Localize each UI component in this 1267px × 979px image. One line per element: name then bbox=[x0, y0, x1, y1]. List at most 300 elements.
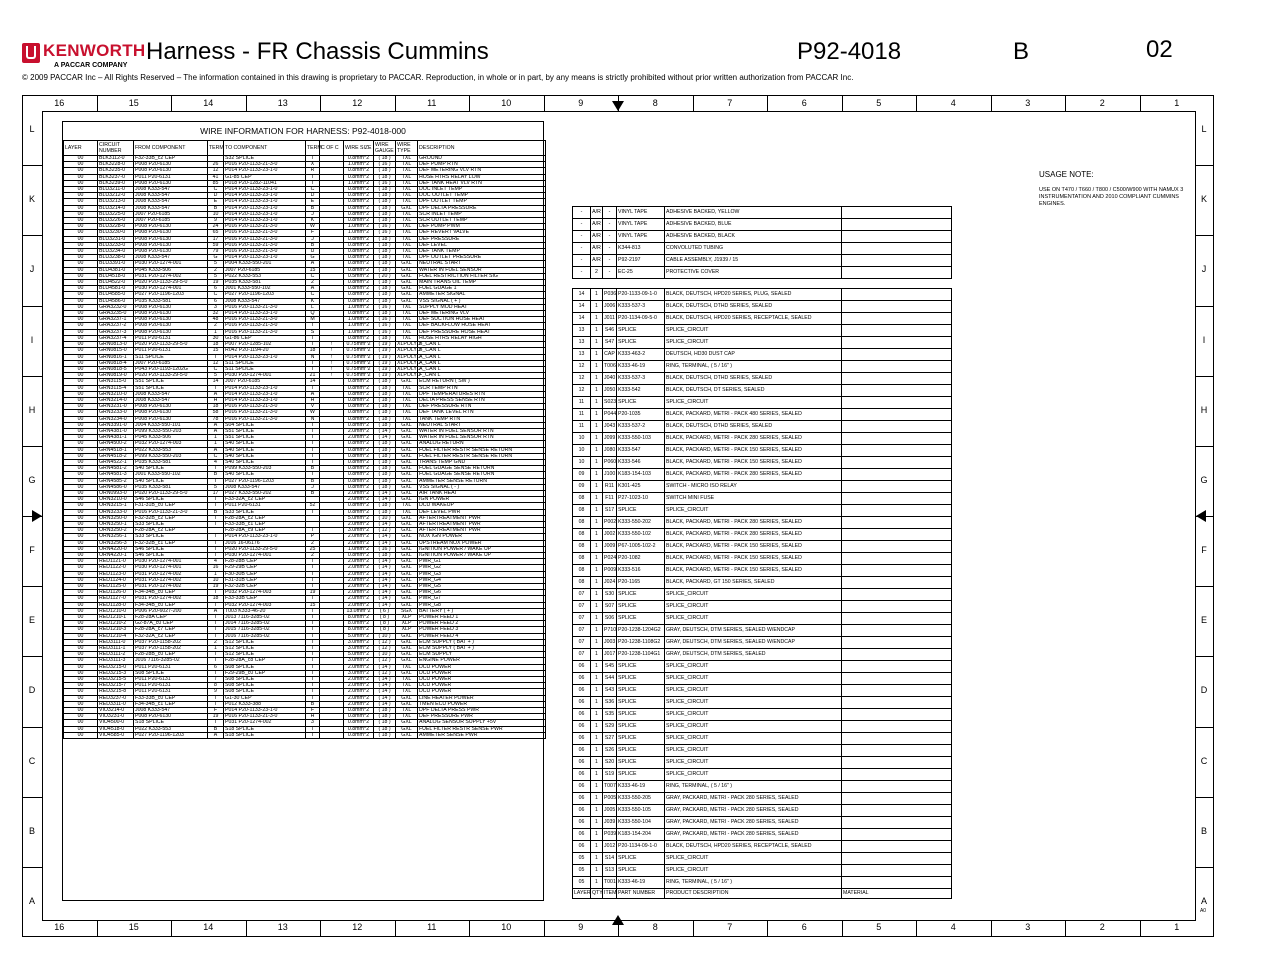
wire-table-cell bbox=[320, 732, 344, 738]
parts-table-cell: A/R bbox=[591, 255, 603, 267]
wire-table-cell: RED1128-0 bbox=[98, 602, 134, 608]
wire-table-cell: DEF TANK TEMP bbox=[418, 249, 546, 255]
wire-table-cell: F34-34B_c1 CEP bbox=[134, 701, 208, 707]
parts-table-cell: K333-537-3 bbox=[617, 301, 665, 313]
wire-table-cell: 00 bbox=[64, 689, 98, 695]
parts-table-cell: P002 bbox=[603, 517, 617, 529]
zone-column-13: 13 bbox=[277, 922, 288, 932]
wire-table-cell: 2.0mm^2 bbox=[344, 677, 374, 683]
wire-table-cell: BLU4522-0 bbox=[98, 280, 134, 286]
wire-table-cell: 48 bbox=[208, 317, 224, 323]
parts-table-row bbox=[573, 721, 952, 733]
wire-table-cell: GROUND bbox=[418, 156, 546, 162]
parts-table-cell: 10 bbox=[573, 445, 591, 457]
wire-table-cell: P011 P20-6131 bbox=[134, 174, 208, 180]
wire-table-cell: I bbox=[306, 584, 320, 590]
parts-table-cell: S20 bbox=[603, 757, 617, 769]
wire-table-cell: F bbox=[306, 230, 320, 236]
zone-column-3: 3 bbox=[1025, 922, 1031, 932]
parts-table-cell: 13 bbox=[573, 337, 591, 349]
wire-table-cell: 4 bbox=[208, 459, 224, 465]
zone-column-6: 6 bbox=[801, 922, 807, 932]
parts-table-row bbox=[573, 373, 952, 385]
wire-table-cell: DCU POWER bbox=[418, 683, 546, 689]
wire-table-cell: DEF SUCTION HOSE HEAT bbox=[418, 317, 546, 323]
parts-table-cell: 1 bbox=[591, 853, 603, 865]
wire-table-cell: A_CAN L bbox=[418, 360, 546, 366]
wire-table-cell: VIO4518-0 bbox=[98, 726, 134, 732]
wire-table-cell: 00 bbox=[64, 708, 98, 714]
parts-table-cell: SPLICE bbox=[617, 325, 665, 337]
wire-table-cell: F28-28B_c0 CEP bbox=[134, 652, 208, 658]
wire-table-cell: DEF PRESSURE bbox=[418, 236, 546, 242]
wire-table-cell: I bbox=[306, 528, 320, 534]
parts-table-cell: K333-537-2 bbox=[617, 421, 665, 433]
wire-table-cell: ( 8 ) bbox=[374, 621, 396, 627]
parts-table-cell: BLACK, DEUTSCH, HPD20 SERIES, RECEPTACLE, SEALED bbox=[665, 313, 842, 325]
wire-table-cell: P bbox=[306, 534, 320, 540]
parts-table-cell: SPLICE_CIRCUIT bbox=[665, 337, 842, 349]
wire-table-cell: GRN4500-2 bbox=[98, 441, 134, 447]
wire-table-cell: 00 bbox=[64, 553, 98, 559]
wire-table-cell: I bbox=[306, 639, 320, 645]
wire-table-cell: ( 18 ) bbox=[374, 280, 396, 286]
wire-table-cell: ECM SUPPLY ( BAT + ) bbox=[418, 646, 546, 652]
wire-table-cell: ( 18 ) bbox=[374, 416, 396, 422]
wire-table-header-row bbox=[64, 141, 546, 156]
parts-table-cell: 06 bbox=[573, 757, 591, 769]
parts-table-cell bbox=[842, 661, 952, 673]
parts-table-cell: 1 bbox=[591, 817, 603, 829]
parts-table-cell: 1 bbox=[591, 505, 603, 517]
wire-table-cell: 15 bbox=[306, 602, 320, 608]
wire-table-cell: G1-86 CEP bbox=[224, 335, 306, 341]
wire-table-cell: ( 19 ) bbox=[374, 366, 396, 372]
wire-table-cell: UPSTREAM NOX POWER bbox=[418, 540, 546, 546]
parts-table-row bbox=[573, 613, 952, 625]
parts-table-cell: 06 bbox=[573, 781, 591, 793]
wire-table-cell: GRN3115-4 bbox=[98, 385, 134, 391]
parts-table-cell: J012 bbox=[603, 841, 617, 853]
parts-table-cell: 07 bbox=[573, 613, 591, 625]
wire-table-cell: RED1210-1 bbox=[98, 615, 134, 621]
wire-table-cell: ( 18 ) bbox=[374, 187, 396, 193]
wire-table-cell: GXL bbox=[396, 726, 418, 732]
wire-table-cell: 0.8mm^2 bbox=[344, 466, 374, 472]
wire-table-cell: S46 SPLICE bbox=[134, 553, 208, 559]
wire-table-cell: AFTERTREATMENT PWR bbox=[418, 521, 546, 527]
wire-table-cell: 32 bbox=[208, 311, 224, 317]
parts-table-cell bbox=[842, 361, 952, 373]
parts-table-row bbox=[573, 409, 952, 421]
wire-table-cell: X bbox=[306, 162, 320, 168]
parts-table-cell: 1 bbox=[591, 577, 603, 589]
wire-table-cell: J008 K333-547 bbox=[134, 205, 208, 211]
zone-divider bbox=[544, 95, 545, 111]
parts-table-cell: R11 bbox=[603, 481, 617, 493]
wire-table-cell: P008 P20-6130 bbox=[134, 242, 208, 248]
wire-table-cell: P008 P20-6130 bbox=[134, 236, 208, 242]
sheet-number: 02 bbox=[1146, 36, 1173, 63]
zone-column-1: 1 bbox=[1174, 98, 1180, 108]
wire-table-cell: RED3111-2 bbox=[98, 652, 134, 658]
wire-table-cell: ( 16 ) bbox=[374, 304, 396, 310]
zone-row-B: B bbox=[28, 825, 35, 836]
parts-table-cell: K333-550-103 bbox=[617, 433, 665, 445]
parts-table-cell bbox=[842, 289, 952, 301]
wire-table-cell: F28-28A CEP bbox=[134, 615, 208, 621]
wire-table-cell: 52 bbox=[306, 503, 320, 509]
zone-divider bbox=[22, 656, 42, 657]
parts-table-cell: BLACK, PACKARD, METRI - PACK 280 SERIES, SEALED bbox=[665, 433, 842, 445]
twisted-pair-warning-icon: ! bbox=[320, 366, 344, 372]
parts-table-cell: - bbox=[603, 231, 617, 243]
wire-table-cell: 14 bbox=[208, 379, 224, 385]
wire-table-cell: BLK3228-0 bbox=[98, 162, 134, 168]
parts-table-row bbox=[573, 805, 952, 817]
parts-table-cell: S35 bbox=[603, 709, 617, 721]
wire-table-cell: TXL bbox=[396, 397, 418, 403]
parts-table-cell: P27-1023-10 bbox=[617, 493, 665, 505]
wire-table-cell: 1.0mm^2 bbox=[344, 180, 374, 186]
parts-table-cell: J100 bbox=[603, 469, 617, 481]
parts-list-table bbox=[572, 206, 952, 899]
wire-table-cell: TXL bbox=[396, 236, 418, 242]
wire-table-cell: 00 bbox=[64, 273, 98, 279]
parts-table-cell: BLACK, DEUTSCH, DTHD SERIES, SEALED bbox=[665, 373, 842, 385]
wire-table-cell: PWR_G1 bbox=[418, 559, 546, 565]
parts-table-cell bbox=[842, 267, 952, 279]
wire-table-cell: 0.8mm^2 bbox=[344, 187, 374, 193]
wire-table-cell: RED3237-0 bbox=[98, 695, 134, 701]
parts-table-cell bbox=[842, 769, 952, 781]
wire-table-cell: P008 P20-6130 bbox=[134, 180, 208, 186]
parts-table-cell: SPLICE bbox=[617, 757, 665, 769]
parts-table-row bbox=[573, 337, 952, 349]
parts-table-cell: K333-537-3 bbox=[617, 373, 665, 385]
wire-table-cell: 00 bbox=[64, 385, 98, 391]
parts-table-cell: 1 bbox=[591, 805, 603, 817]
zone-row-C: C bbox=[1200, 755, 1208, 766]
parts-table-cell bbox=[842, 517, 952, 529]
wire-table-cell: TXL bbox=[396, 174, 418, 180]
wire-table-cell: DEF BACKFLOW HOSE HEAT bbox=[418, 323, 546, 329]
brand-name: KENWORTH bbox=[43, 41, 146, 60]
parts-table-cell bbox=[842, 613, 952, 625]
wire-table-cell: DELTA PRESS SENSE RTN bbox=[418, 397, 546, 403]
wire-table-cell: 00 bbox=[64, 249, 98, 255]
parts-table-cell: ADHESIVE BACKED, BLUE bbox=[665, 219, 842, 231]
wire-table-cell: 16 bbox=[208, 565, 224, 571]
zone-column-8: 8 bbox=[652, 922, 658, 932]
wire-table-cell: I bbox=[306, 646, 320, 652]
parts-table-cell: 05 bbox=[573, 865, 591, 877]
wire-table-cell: ECM RETURN ( SW ) bbox=[418, 379, 546, 385]
parts-table-cell: 11 bbox=[573, 397, 591, 409]
wire-table-cell: GRN0813-0 bbox=[98, 342, 134, 348]
wire-table-cell: S08 SPLICE bbox=[224, 664, 306, 670]
zone-column-12: 12 bbox=[352, 98, 363, 108]
parts-table-row bbox=[573, 577, 952, 589]
wire-table-cell: XLP bbox=[396, 621, 418, 627]
wire-table-cell: S04 SPLICE bbox=[224, 422, 306, 428]
wire-table-cell: 0.8mm^2 bbox=[344, 255, 374, 261]
wire-table-cell: SCR INLET TEMP bbox=[418, 211, 546, 217]
wire-table-cell: 19 bbox=[306, 590, 320, 596]
wire-table-cell: J016 16-06176 bbox=[224, 540, 306, 546]
wire-table-cell: J004 K333-550-101 bbox=[134, 422, 208, 428]
wire-table-cell: ( 14 ) bbox=[374, 701, 396, 707]
wire-table-cell: 00 bbox=[64, 397, 98, 403]
parts-table-cell: SPLICE bbox=[617, 733, 665, 745]
wire-table-cell: S51 SPLICE bbox=[224, 435, 306, 441]
parts-table-row bbox=[573, 385, 952, 397]
wire-table-cell: DEF REVERT VALVE bbox=[418, 230, 546, 236]
wire-table-cell: S33 SPLICE bbox=[224, 509, 306, 515]
parts-table-cell: 2 bbox=[591, 267, 603, 279]
wire-table-cell: 1.0mm^2 bbox=[344, 323, 374, 329]
parts-table-cell bbox=[842, 207, 952, 219]
wire-table-cell: I bbox=[208, 602, 224, 608]
parts-table-cell: QTY bbox=[591, 889, 603, 899]
wire-table-cell: S40 SPLICE bbox=[224, 441, 306, 447]
parts-table-cell: 06 bbox=[573, 721, 591, 733]
zone-divider bbox=[544, 921, 545, 937]
center-arrow-left bbox=[32, 510, 42, 522]
parts-table-cell: 10 bbox=[573, 457, 591, 469]
wire-table-cell: S40 SPLICE bbox=[224, 472, 306, 478]
wire-table-cell: P014 P20-1133-23-1-0 bbox=[224, 187, 306, 193]
wire-table-caption: WIRE INFORMATION FOR HARNESS: P92-4018-000 bbox=[200, 126, 406, 136]
parts-table-cell bbox=[842, 565, 952, 577]
parts-table-cell: ADHESIVE BACKED, YELLOW bbox=[665, 207, 842, 219]
wire-table-cell: S33 SPLICE bbox=[134, 534, 208, 540]
wire-table-cell: 0.8mm^2 bbox=[344, 298, 374, 304]
parts-table-cell: VINYL TAPE bbox=[617, 219, 665, 231]
zone-column-14: 14 bbox=[203, 98, 214, 108]
parts-table-row bbox=[573, 745, 952, 757]
drawing-title: Harness - FR Chassis Cummins bbox=[146, 38, 489, 65]
wire-table-cell: S bbox=[306, 329, 320, 335]
parts-table-row bbox=[573, 493, 952, 505]
wire-table-header-cell: DESCRIPTION bbox=[418, 141, 546, 156]
wire-table-cell: A bbox=[208, 422, 224, 428]
wire-table-cell: PWR_G2 bbox=[418, 565, 546, 571]
wire-table-cell: F32-32A_c2 CEP bbox=[134, 633, 208, 639]
parts-table-cell: PART NUMBER bbox=[617, 889, 665, 899]
wire-table-cell: 0.8mm^2 bbox=[344, 236, 374, 242]
wire-table-cell: C bbox=[306, 292, 320, 298]
wire-table-cell: I bbox=[208, 515, 224, 521]
wire-table-cell: I bbox=[208, 546, 224, 552]
parts-table-cell: S27 bbox=[603, 733, 617, 745]
wire-table-cell: I bbox=[208, 466, 224, 472]
wire-table-cell: FUEL GUAGE SENSE RETURN bbox=[418, 466, 546, 472]
wire-table-cell: S46 SPLICE bbox=[134, 546, 208, 552]
wire-table-cell: D bbox=[306, 193, 320, 199]
wire-table-cell: 00 bbox=[64, 447, 98, 453]
parts-table-cell: 1 bbox=[591, 421, 603, 433]
wire-table-cell: S12 SPLICE bbox=[224, 646, 306, 652]
zone-row-K: K bbox=[1200, 194, 1207, 205]
wire-table-cell: 2.0mm^2 bbox=[344, 602, 374, 608]
parts-table-cell: J039 bbox=[603, 817, 617, 829]
wire-table-cell: 0.8mm^2 bbox=[344, 249, 374, 255]
wire-table-cell: 0.8mm^2 bbox=[344, 156, 374, 162]
parts-table-cell: 1 bbox=[591, 769, 603, 781]
wire-table-cell: 00 bbox=[64, 478, 98, 484]
wire-table-cell: TXL bbox=[396, 199, 418, 205]
parts-table-cell: 1 bbox=[591, 877, 603, 889]
wire-table-cell: F28-28B CEP bbox=[224, 559, 306, 565]
wire-table-cell: GXL bbox=[396, 280, 418, 286]
parts-table-cell: S30 bbox=[603, 589, 617, 601]
wire-table-cell: 00 bbox=[64, 639, 98, 645]
wire-table-cell: GXL bbox=[396, 633, 418, 639]
wire-table-cell: J008 K333-547 bbox=[134, 193, 208, 199]
parts-table-cell: BLACK, PACKARD, METRI - PACK 150 SERIES, SEALED bbox=[665, 445, 842, 457]
wire-table-cell: ( 18 ) bbox=[374, 447, 396, 453]
zone-divider bbox=[469, 921, 470, 937]
wire-table-cell: TXL bbox=[396, 255, 418, 261]
parts-table-cell bbox=[842, 337, 952, 349]
wire-table-cell: 00 bbox=[64, 683, 98, 689]
wire-table-cell: P027 P20-1196-1203 bbox=[224, 292, 306, 298]
wire-table-cell: 3.0mm^2 bbox=[344, 528, 374, 534]
wire-table-cell: P016 P20-1133-21-3-0 bbox=[224, 249, 306, 255]
wire-table-cell: P099 K333-550-203 bbox=[134, 428, 208, 434]
wire-table-cell: 19 bbox=[208, 584, 224, 590]
parts-table-row bbox=[573, 853, 952, 865]
wire-table-cell: TXL bbox=[396, 193, 418, 199]
wire-table-cell: ( 20 ) bbox=[374, 273, 396, 279]
zone-column-15: 15 bbox=[128, 98, 139, 108]
wire-table-cell: P016 P20-1133-21-3-0 bbox=[224, 236, 306, 242]
wire-table-cell: P035 K333-581 bbox=[134, 484, 208, 490]
wire-table-cell: DPF OUTLET TEMP bbox=[418, 199, 546, 205]
wire-table-cell: 00 bbox=[64, 286, 98, 292]
wire-table-cell: 0.75mm^2 bbox=[344, 354, 374, 360]
wire-table-cell: I bbox=[208, 695, 224, 701]
wire-table-cell: 59 bbox=[208, 242, 224, 248]
wire-table-cell: P020 P20-1133-29-5-0 bbox=[134, 342, 208, 348]
wire-table-cell: GXL bbox=[396, 447, 418, 453]
zone-column-9: 9 bbox=[578, 922, 584, 932]
wire-table-cell: 17 bbox=[208, 236, 224, 242]
parts-table-cell: 06 bbox=[573, 673, 591, 685]
parts-table-cell: 06 bbox=[573, 685, 591, 697]
wire-table-cell: XLPOLYO bbox=[397, 372, 421, 379]
wire-table-cell: SCR OUTLET TEMP bbox=[418, 218, 546, 224]
wire-table-cell: RED3215-5 bbox=[98, 677, 134, 683]
wire-table-cell: RED1124-0 bbox=[98, 577, 134, 583]
wire-table-cell: ( 18 ) bbox=[374, 193, 396, 199]
zone-divider bbox=[1196, 586, 1214, 587]
wire-table-cell: P035 K333-581 bbox=[134, 298, 208, 304]
wire-table-cell: P014 P20-1133-23-1-0 bbox=[224, 205, 306, 211]
wire-table-cell: ( 19 ) bbox=[374, 354, 396, 360]
parts-table-cell: SPLICE_CIRCUIT bbox=[665, 673, 842, 685]
parts-table-cell: EC-25 bbox=[617, 267, 665, 279]
wire-table-cell: 00 bbox=[64, 484, 98, 490]
wire-table-cell: ( 14 ) bbox=[374, 497, 396, 503]
wire-table-cell: ( 18 ) bbox=[374, 708, 396, 714]
parts-table-cell: PRODUCT DESCRIPTION bbox=[665, 889, 842, 899]
parts-table-cell: - bbox=[603, 255, 617, 267]
wire-table-cell: P014 P20-1133-23-1-0 bbox=[224, 397, 306, 403]
part-number: P92-4018 bbox=[797, 38, 902, 65]
parts-table-row bbox=[573, 481, 952, 493]
wire-table-cell: ( 18 ) bbox=[374, 156, 396, 162]
wire-table-cell: 00 bbox=[64, 373, 98, 379]
wire-table-cell: 1.0mm^2 bbox=[344, 224, 374, 230]
wire-table-cell: 0.8mm^2 bbox=[344, 720, 374, 726]
parts-table-cell: 06 bbox=[573, 793, 591, 805]
zone-column-1: 1 bbox=[1174, 922, 1180, 932]
parts-table-cell: K333-516 bbox=[617, 565, 665, 577]
parts-table-cell: - bbox=[573, 243, 591, 255]
zone-row-H: H bbox=[1200, 404, 1208, 415]
wire-table-cell: 00 bbox=[64, 559, 98, 565]
wire-table-cell: GXL bbox=[396, 670, 418, 676]
wire-table-cell: IGNITION POWER / WAKE UP bbox=[418, 546, 546, 552]
wire-table-cell: ( 19 ) bbox=[374, 360, 396, 366]
usage-note bbox=[1039, 170, 1189, 208]
parts-table-cell: 08 bbox=[573, 529, 591, 541]
wire-table-cell: BLK3112-0 bbox=[98, 156, 134, 162]
parts-table-cell: 1 bbox=[591, 649, 603, 661]
parts-table-cell: 12 bbox=[573, 385, 591, 397]
wire-table-cell: 17 bbox=[208, 490, 224, 496]
wire-table-cell: J008 K333-547 bbox=[224, 484, 306, 490]
wire-table-cell: GXL bbox=[396, 428, 418, 434]
wire-table-row bbox=[64, 732, 546, 738]
wire-table-cell: GRN4518-2 bbox=[98, 453, 134, 459]
wire-table-cell: J016 7116-3285-02 bbox=[224, 633, 306, 639]
wire-table-cell: P030 P20-1274-001 bbox=[134, 261, 208, 267]
wire-table-cell: 21 bbox=[306, 373, 320, 379]
wire-table-cell: 00 bbox=[64, 236, 98, 242]
wire-table-cell: I bbox=[208, 670, 224, 676]
parts-table-row bbox=[573, 289, 952, 301]
wire-table-cell: TXL bbox=[396, 317, 418, 323]
wire-table-cell: I bbox=[208, 658, 224, 664]
wire-table-cell: 2.0mm^2 bbox=[344, 683, 374, 689]
wire-table-cell: P027 P20-1196-1203 bbox=[224, 478, 306, 484]
parts-table-cell: BLACK, DEUTSCH, DTHD SERIES, SEALED bbox=[665, 421, 842, 433]
zone-divider bbox=[320, 95, 321, 111]
wire-table-cell: P031 P20-1274-002 bbox=[134, 584, 208, 590]
wire-table-cell: DPF TEMPERATURES RTN bbox=[418, 391, 546, 397]
wire-table-cell: ORN3250-0 bbox=[98, 515, 134, 521]
wire-table-cell: I bbox=[306, 180, 320, 186]
zone-divider bbox=[22, 867, 42, 868]
wire-table-cell: I bbox=[306, 323, 320, 329]
wire-table-cell: J008 K333-547 bbox=[134, 255, 208, 261]
wire-table-cell: S08 SPLICE bbox=[224, 689, 306, 695]
zone-row-K: K bbox=[28, 194, 35, 205]
wire-table-cell: ECM SUPPLY ( BAT + ) bbox=[418, 639, 546, 645]
wire-table-cell: DPF DELTA PRESS PWR bbox=[418, 708, 546, 714]
zone-row-D: D bbox=[1200, 685, 1208, 696]
wire-table-cell: GRN3391-0 bbox=[98, 422, 134, 428]
parts-table-cell bbox=[842, 793, 952, 805]
wire-table-cell: 00 bbox=[64, 459, 98, 465]
wire-table-cell: ORN3250-2 bbox=[98, 528, 134, 534]
parts-table-cell: J080 bbox=[603, 445, 617, 457]
wire-table-cell: A_CAN L bbox=[418, 354, 546, 360]
wire-table-cell: A bbox=[208, 732, 224, 738]
